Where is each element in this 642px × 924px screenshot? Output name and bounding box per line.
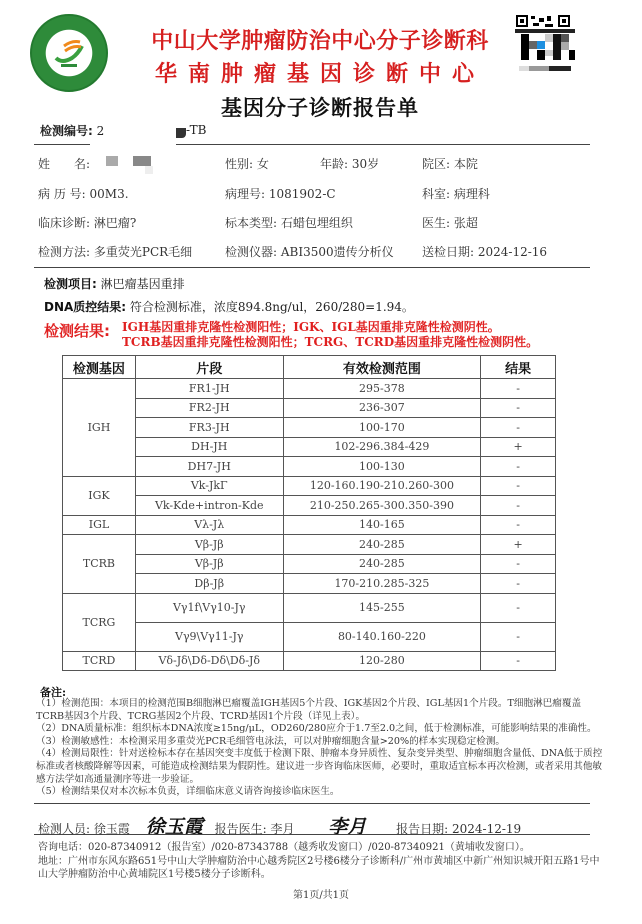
table-row: [63, 593, 556, 622]
gene-cell: IGL: [63, 515, 136, 535]
divider: [34, 267, 590, 268]
fragment-cell: FR3-JH: [135, 418, 283, 438]
name-label: 姓 名:: [38, 157, 91, 171]
results-table: [62, 355, 556, 671]
range-cell: 120-160.190-210.260-300: [283, 476, 481, 496]
project-label: 检测项目:: [44, 277, 97, 291]
divider: [34, 144, 90, 145]
age-label: 年龄:: [320, 157, 349, 171]
instrument-label: 检测仪器:: [225, 245, 278, 259]
range-cell: 140-165: [283, 515, 481, 535]
doctor-label: 医生:: [422, 216, 451, 230]
name-field: [38, 155, 90, 172]
age-field: [320, 155, 379, 172]
report-doctor-signature: 李月: [328, 816, 367, 838]
age-value: 30岁: [351, 157, 380, 171]
gene-cell: IGH: [63, 379, 136, 477]
notes: [36, 698, 606, 799]
table-body: [63, 379, 556, 671]
fragment-cell: Vλ-Jλ: [135, 515, 283, 535]
center-name: 华南肿瘤基因诊断中心: [154, 62, 485, 87]
submit-date-field: [422, 243, 547, 260]
table-row: [63, 535, 556, 555]
campus-value: 本院: [453, 157, 478, 171]
result-cell: -: [481, 651, 556, 671]
fragment-cell: DH7-JH: [135, 457, 283, 477]
range-cell: 240-285: [283, 535, 481, 555]
result-cell: -: [481, 515, 556, 535]
table-row: [63, 515, 556, 535]
dept-label: 科室:: [422, 187, 451, 201]
result-cell: -: [481, 418, 556, 438]
report-date-label: 报告日期:: [396, 822, 449, 836]
record-label: 病 历 号:: [38, 187, 86, 201]
divider: [34, 834, 590, 835]
range-cell: 120-280: [283, 651, 481, 671]
dna-qc-value: 符合检测标准，浓度894.8ng/ul，260/280=1.94。: [129, 300, 414, 314]
range-cell: 240-285: [283, 554, 481, 574]
submit-date-value: 2024-12-16: [477, 245, 548, 259]
fragment-cell: Dβ-Jβ: [135, 574, 283, 594]
range-cell: 170-210.285-325: [283, 574, 481, 594]
fragment-cell: Vγ9\Vγ11-Jγ: [135, 622, 283, 651]
dept-value: 病理科: [453, 187, 490, 201]
result-cell: -: [481, 476, 556, 496]
redacted-name: [133, 156, 151, 166]
institution-name: 中山大学肿瘤防治中心分子诊断科: [151, 29, 489, 54]
pathology-field: [225, 185, 336, 202]
table-row: [63, 496, 556, 516]
report-doctor-label: 报告医生:: [214, 822, 267, 836]
gene-cell: TCRB: [63, 535, 136, 594]
report-doctor-name: 李月: [270, 822, 295, 836]
note-item: （2）DNA质量标准：组织标本DNA浓度≥15ng/μL，OD260/280应介于1.7至2.0之间，低于检测标准，可能影响结果的准确性。: [36, 723, 597, 735]
header-range: 有效检测范围: [283, 356, 481, 379]
submit-date-label: 送检日期:: [422, 245, 475, 259]
report-title: 基因分子诊断报告单: [221, 96, 419, 120]
contact-info: [38, 841, 608, 882]
instrument-value: ABI3500遗传分析仪: [280, 245, 394, 259]
result-cell: -: [481, 398, 556, 418]
campus-label: 院区:: [422, 157, 451, 171]
divider: [34, 803, 590, 804]
table-header-row: [63, 356, 556, 379]
result-cell: +: [481, 437, 556, 457]
fragment-cell: Vβ-Jβ: [135, 535, 283, 555]
range-cell: 100-130: [283, 457, 481, 477]
method-value: 多重荧光PCR毛细: [93, 245, 193, 259]
gender-label: 性别:: [225, 157, 254, 171]
result-cell: -: [481, 554, 556, 574]
range-cell: 102-296.384-429: [283, 437, 481, 457]
table-row: [63, 398, 556, 418]
range-cell: 210-250.265-300.350-390: [283, 496, 481, 516]
header-result: 结果: [481, 356, 556, 379]
redacted-block: [176, 128, 186, 138]
dna-qc-label: DNA质控结果:: [44, 300, 127, 314]
gene-cell: IGK: [63, 476, 136, 515]
table-row: [63, 437, 556, 457]
range-cell: 80-140.160-220: [283, 622, 481, 651]
table-row: [63, 379, 556, 399]
report-date-value: 2024-12-19: [452, 822, 522, 836]
specimen-value: 石蜡包埋组织: [280, 216, 353, 230]
qr-code-icon: [515, 14, 575, 84]
doctor-value: 张超: [453, 216, 478, 230]
diagnosis-field: [38, 214, 136, 231]
header-gene: 检测基因: [63, 356, 136, 379]
test-number-suffix: -TB: [186, 123, 207, 137]
result-line-2: TCRB基因重排克隆性检测阳性；TCRG、TCRD基因重排克隆性检测阴性。: [122, 335, 539, 349]
gender-field: [225, 155, 269, 172]
doctor-field: [422, 214, 478, 231]
campus-field: [422, 155, 478, 172]
table-row: [63, 651, 556, 671]
divider: [176, 144, 590, 145]
specimen-label: 标本类型:: [225, 216, 278, 230]
fragment-cell: Vδ-Jδ\Dδ-Dδ\Dδ-Jδ: [135, 651, 283, 671]
range-cell: 236-307: [283, 398, 481, 418]
note-item: （1）检测范围：本项目的检测范围B细胞淋巴瘤覆盖IGH基因5个片段、IGK基因2个片段、IGL基因1个片段。T细胞淋巴瘤覆盖TCRB基因3个片段、TCRG基因2个片段、TCRD基因1个片段（详见上表）。: [36, 698, 582, 722]
result-cell: -: [481, 593, 556, 622]
pathology-label: 病理号:: [225, 187, 266, 201]
diagnosis-value: 淋巴瘤?: [93, 216, 137, 230]
test-number: [40, 122, 104, 139]
test-number-value-prefix: 2: [96, 124, 105, 138]
test-number-label: 检测编号:: [40, 124, 93, 138]
pathology-value: 1081902-C: [268, 187, 336, 201]
fragment-cell: Vγ1f\Vγ10-Jγ: [135, 593, 283, 622]
redacted-name: [106, 156, 118, 166]
fragment-cell: Vβ-Jβ: [135, 554, 283, 574]
method-label: 检测方法:: [38, 245, 91, 259]
project-value: 淋巴瘤基因重排: [100, 277, 185, 291]
logo-emblem-icon: [32, 16, 106, 90]
result-cell: -: [481, 496, 556, 516]
gender-value: 女: [256, 157, 269, 171]
fragment-cell: DH-JH: [135, 437, 283, 457]
table-row: [63, 622, 556, 651]
range-cell: 145-255: [283, 593, 481, 622]
table-row: [63, 574, 556, 594]
table-row: [63, 418, 556, 438]
record-value: 00M3.: [89, 187, 129, 201]
fragment-cell: FR2-JH: [135, 398, 283, 418]
test-project: [44, 275, 185, 292]
tester-name: 徐玉霞: [93, 822, 130, 836]
table-row: [63, 457, 556, 477]
gene-cell: TCRD: [63, 651, 136, 671]
hospital-logo: [30, 14, 108, 92]
result-cell: -: [481, 457, 556, 477]
gene-cell: TCRG: [63, 593, 136, 651]
specimen-field: [225, 214, 353, 231]
page-number: 第1页/共1页: [292, 890, 350, 901]
result-cell: -: [481, 379, 556, 399]
tester-signature: 徐玉霞: [145, 816, 203, 838]
dept-field: [422, 185, 490, 202]
notes-title: 备注:: [40, 686, 67, 699]
method-field: [38, 243, 192, 260]
note-item: （5）检测结果仅对本次标本负责，详细临床意义请咨询接诊临床医生。: [36, 786, 340, 798]
tester-label: 检测人员:: [38, 822, 91, 836]
fragment-cell: FR1-JH: [135, 379, 283, 399]
note-item: （3）检测敏感性：本检测采用多重荧光PCR毛细管电泳法，可以对肿瘤细胞含量>20%的样本实现稳定检测。: [36, 735, 506, 747]
instrument-field: [225, 243, 394, 260]
range-cell: 100-170: [283, 418, 481, 438]
header-fragment: 片段: [135, 356, 283, 379]
range-cell: 295-378: [283, 379, 481, 399]
record-field: [38, 185, 129, 202]
result-line-1: IGH基因重排克隆性检测阳性；IGK、IGL基因重排克隆性检测阴性。: [122, 320, 500, 334]
contact-phone: 咨询电话：020-87340912（报告室）/020-87343788（越秀收发窗口）/020-87340921（黄埔收发窗口）。: [38, 842, 530, 853]
result-cell: +: [481, 535, 556, 555]
table-row: [63, 554, 556, 574]
dna-qc: [44, 298, 414, 315]
diagnosis-label: 临床诊断:: [38, 216, 91, 230]
note-item: （4）检测局限性：针对送检标本存在基因突变丰度低于检测下限、肿瘤本身异质性、复杂变异类型、肿瘤细胞含量低、DNA低于质控标准或者核酸降解等因素，可能造成检测结果为假阴性。建议进一步咨询临床医师，必要时，重取适宜标本再次检测，或者采用其他敏感方法学如高通量测序等进一步验证。: [36, 748, 603, 785]
result-cell: -: [481, 622, 556, 651]
result-cell: -: [481, 574, 556, 594]
contact-address: 地址：广州市东风东路651号中山大学肿瘤防治中心越秀院区2号楼6楼分子诊断科/广州市黄埔区中新广州知识城开阳五路1号中山大学肿瘤防治中心黄埔院区1号楼5楼分子诊断科。: [38, 855, 600, 880]
fragment-cell: Vk-JkΓ: [135, 476, 283, 496]
result-label: 检测结果:: [44, 322, 110, 340]
table-row: [63, 476, 556, 496]
fragment-cell: Vk-Kde+intron-Kde: [135, 496, 283, 516]
redacted-name: [145, 166, 153, 174]
